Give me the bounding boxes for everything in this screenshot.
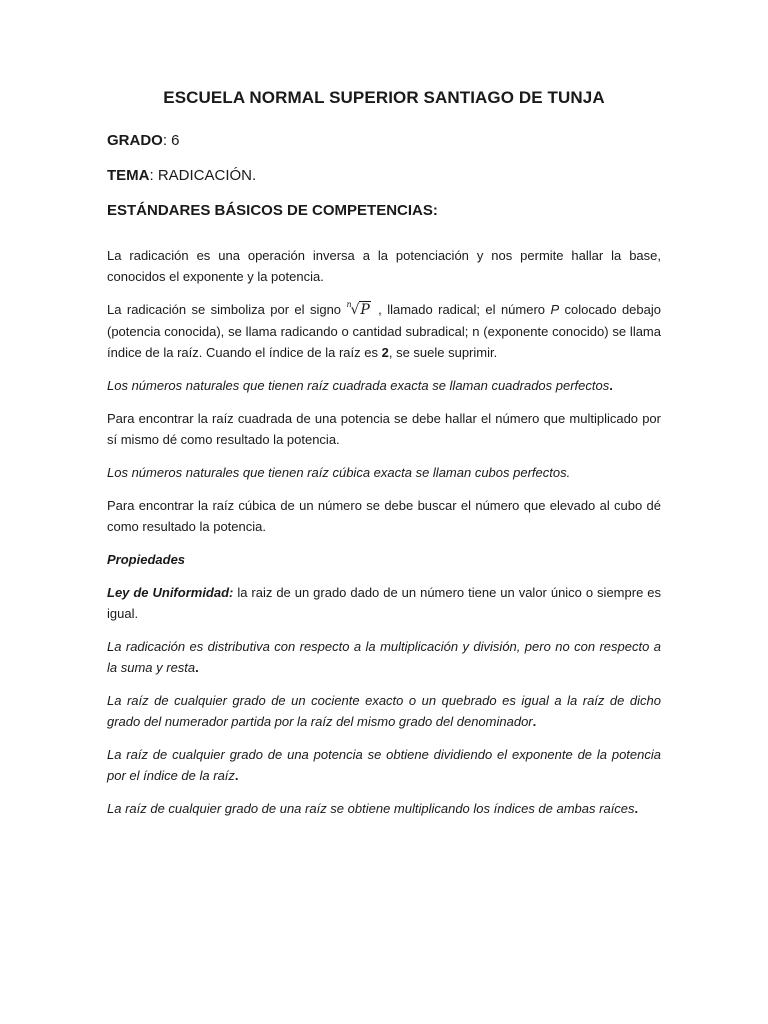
paragraph-cube-root: Para encontrar la raíz cúbica de un número se debe buscar el número que elevado al cubo dé como resultado la potencia. (107, 498, 661, 534)
grade-label: GRADO (107, 132, 163, 149)
radicand-variable: P (550, 302, 560, 317)
paragraph-distributive (107, 636, 661, 678)
paragraph-symbol (107, 299, 661, 363)
paragraph-symbol-text-c: colocado debajo (potencia conocida), se llama radicando o cantidad subradical; n (exponente conocido) se llama índice de la raíz. Cuando el índice de la raíz es (107, 302, 661, 360)
paragraph-symbol-text-a: La radicación se simboliza por el signo (107, 302, 347, 317)
uniformity-law-label: Ley de Uniformidad: (107, 585, 234, 600)
paragraph-uniformity-law (107, 582, 661, 624)
paragraph-symbol-text-d: , se suele suprimir. (388, 345, 498, 360)
root-of-root-end: . (634, 801, 639, 816)
paragraph-power-root (107, 744, 661, 786)
topic-value: : RADICACIÓN. (149, 167, 257, 184)
power-root-end: . (234, 768, 239, 783)
paragraph-perfect-squares (107, 375, 661, 396)
standards-heading: ESTÁNDARES BÁSICOS DE COMPETENCIAS: (107, 202, 438, 219)
distributive-end: . (195, 660, 199, 675)
properties-heading: Propiedades (107, 552, 186, 567)
perfect-squares-end: . (609, 378, 613, 393)
power-root-text: La raíz de cualquier grado de una potencia se obtiene dividiendo el exponente de la potencia por el índice de la raíz (107, 747, 661, 783)
index-two: 2 (381, 345, 389, 360)
paragraph-symbol-text-b: , llamado radical; el número (372, 302, 551, 317)
document-content (107, 88, 661, 831)
distributive-text: La radicación es distributiva con respecto a la multiplicación y división, pero no con respecto a la suma y resta (107, 639, 661, 675)
perfect-squares-text: Los números naturales que tienen raíz cuadrada exacta se llaman cuadrados perfectos (107, 378, 610, 393)
paragraph-perfect-cubes: Los números naturales que tienen raíz cúbica exacta se llaman cubos perfectos. (107, 465, 571, 480)
paragraph-quotient-root (107, 690, 661, 732)
uniformity-law-text: la raiz de un grado dado de un número tiene un valor único o siempre es igual. (107, 585, 661, 621)
grade-value: : 6 (162, 132, 180, 149)
paragraph-root-of-root (107, 798, 661, 819)
paragraph-definition: La radicación es una operación inversa a la potenciación y nos permite hallar la base, conocidos el exponente y la potencia. (107, 248, 661, 284)
quotient-root-text: La raíz de cualquier grado de un cociente exacto o un quebrado es igual a la raíz de dicho grado del numerador partida por la raíz del mismo grado del denominador (107, 693, 661, 729)
radical-sign: √ (350, 302, 360, 318)
radical-symbol (346, 300, 372, 321)
topic-field (107, 167, 661, 184)
school-title: ESCUELA NORMAL SUPERIOR SANTIAGO DE TUNJA (163, 88, 605, 107)
grade-field (107, 132, 661, 149)
radical-base: P (360, 302, 370, 318)
quotient-root-end: . (532, 714, 537, 729)
root-of-root-text: La raíz de cualquier grado de una raíz se obtiene multiplicando los índices de ambas raíces (107, 801, 635, 816)
radical-index: n (346, 300, 352, 309)
topic-label: TEMA (107, 167, 150, 184)
paragraph-square-root: Para encontrar la raíz cuadrada de una potencia se debe hallar el número que multiplicado por sí mismo dé como resultado la potencia. (107, 411, 661, 447)
